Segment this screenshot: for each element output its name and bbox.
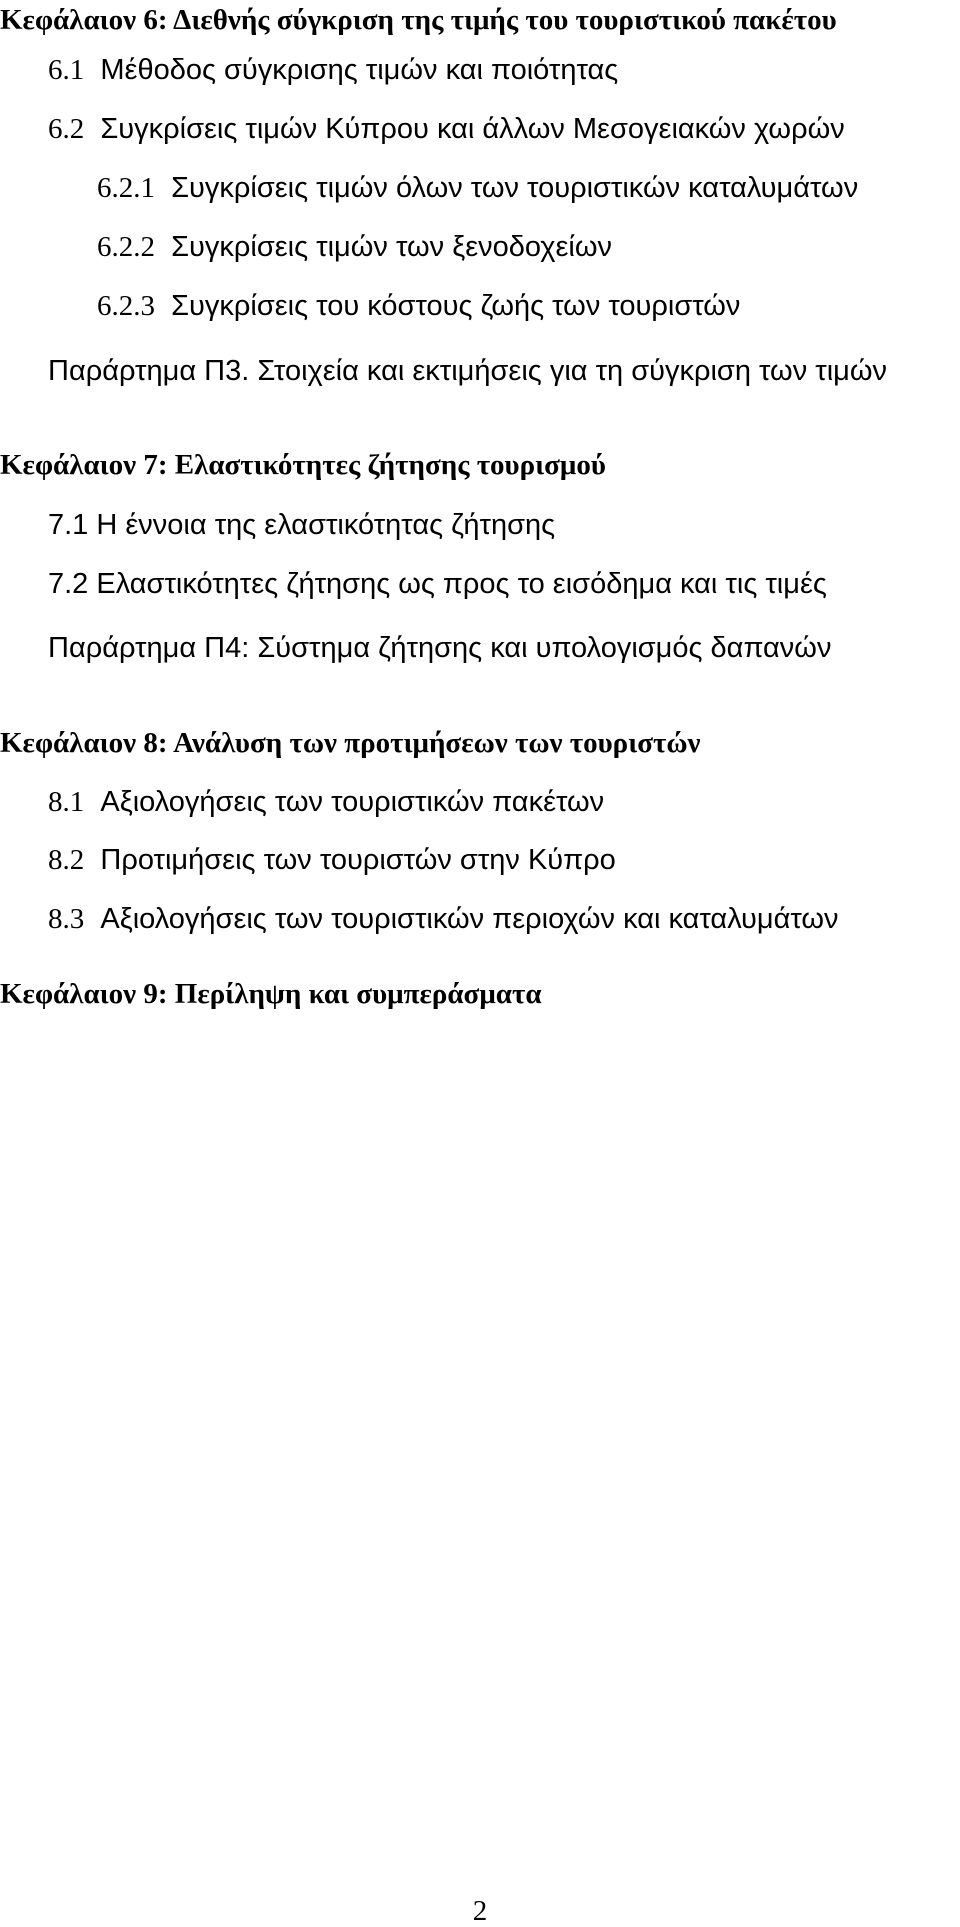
- appendix-text: . Στοιχεία και εκτιμήσεις για τη σύγκριση των τιμών: [241, 355, 887, 387]
- section-number: 8.3: [48, 903, 85, 935]
- section-8-1: [48, 788, 604, 817]
- section-text: Αξιολογήσεις των τουριστικών πακέτων: [100, 786, 605, 818]
- section-number: 6.1: [48, 54, 85, 86]
- section-text: Συγκρίσεις του κόστους ζωής των τουριστών: [171, 290, 741, 322]
- section-6-2-1: [97, 174, 858, 203]
- section-6-2-2: [97, 233, 612, 262]
- section-number: 8.1: [48, 786, 85, 818]
- section-number: 6.2.1: [97, 172, 155, 204]
- appendix-p4: Παράρτημα Π4: Σύστημα ζήτησης και υπολογισμός δαπανών: [48, 632, 832, 664]
- section-text: Προτιμήσεις των τουριστών στην Κύπρο: [100, 844, 616, 876]
- section-text: Συγκρίσεις τιμών όλων των τουριστικών καταλυμάτων: [171, 172, 859, 204]
- section-6-2-3: [97, 292, 740, 321]
- section-8-3: [48, 905, 839, 934]
- section-number: 6.2.2: [97, 231, 155, 263]
- section-7-1: 7.1 Η έννοια της ελαστικότητας ζήτησης: [48, 509, 556, 541]
- section-8-2: [48, 846, 616, 875]
- appendix-label: Παράρτημα Π3: [48, 355, 242, 387]
- section-text: Μέθοδος σύγκρισης τιμών και ποιότητας: [100, 54, 619, 86]
- section-text: Συγκρίσεις τιμών των ξενοδοχείων: [171, 231, 612, 263]
- section-number: 6.2: [48, 113, 85, 145]
- chapter-7-title: Κεφάλαιον 7: Ελαστικότητες ζήτησης τουρισμού: [0, 449, 606, 481]
- section-text: Συγκρίσεις τιμών Κύπρου και άλλων Μεσογειακών χωρών: [100, 113, 845, 145]
- section-7-2: 7.2 Ελαστικότητες ζήτησης ως προς το εισόδημα και τις τιμές: [48, 568, 827, 600]
- chapter-6-title: Κεφάλαιον 6: Διεθνής σύγκριση της τιμής του τουριστικού πακέτου: [0, 4, 837, 36]
- section-text: Αξιολογήσεις των τουριστικών περιοχών και καταλυμάτων: [100, 903, 839, 935]
- section-6-2: [48, 115, 845, 144]
- chapter-8-title: Κεφάλαιον 8: Ανάλυση των προτιμήσεων των τουριστών: [0, 727, 701, 759]
- page-number: 2: [472, 1895, 488, 1927]
- chapter-9-title: Κεφάλαιον 9: Περίληψη και συμπεράσματα: [0, 978, 542, 1010]
- section-number: 6.2.3: [97, 290, 155, 322]
- appendix-p3: [48, 357, 887, 386]
- section-number: 8.2: [48, 844, 85, 876]
- section-6-1: [48, 56, 618, 85]
